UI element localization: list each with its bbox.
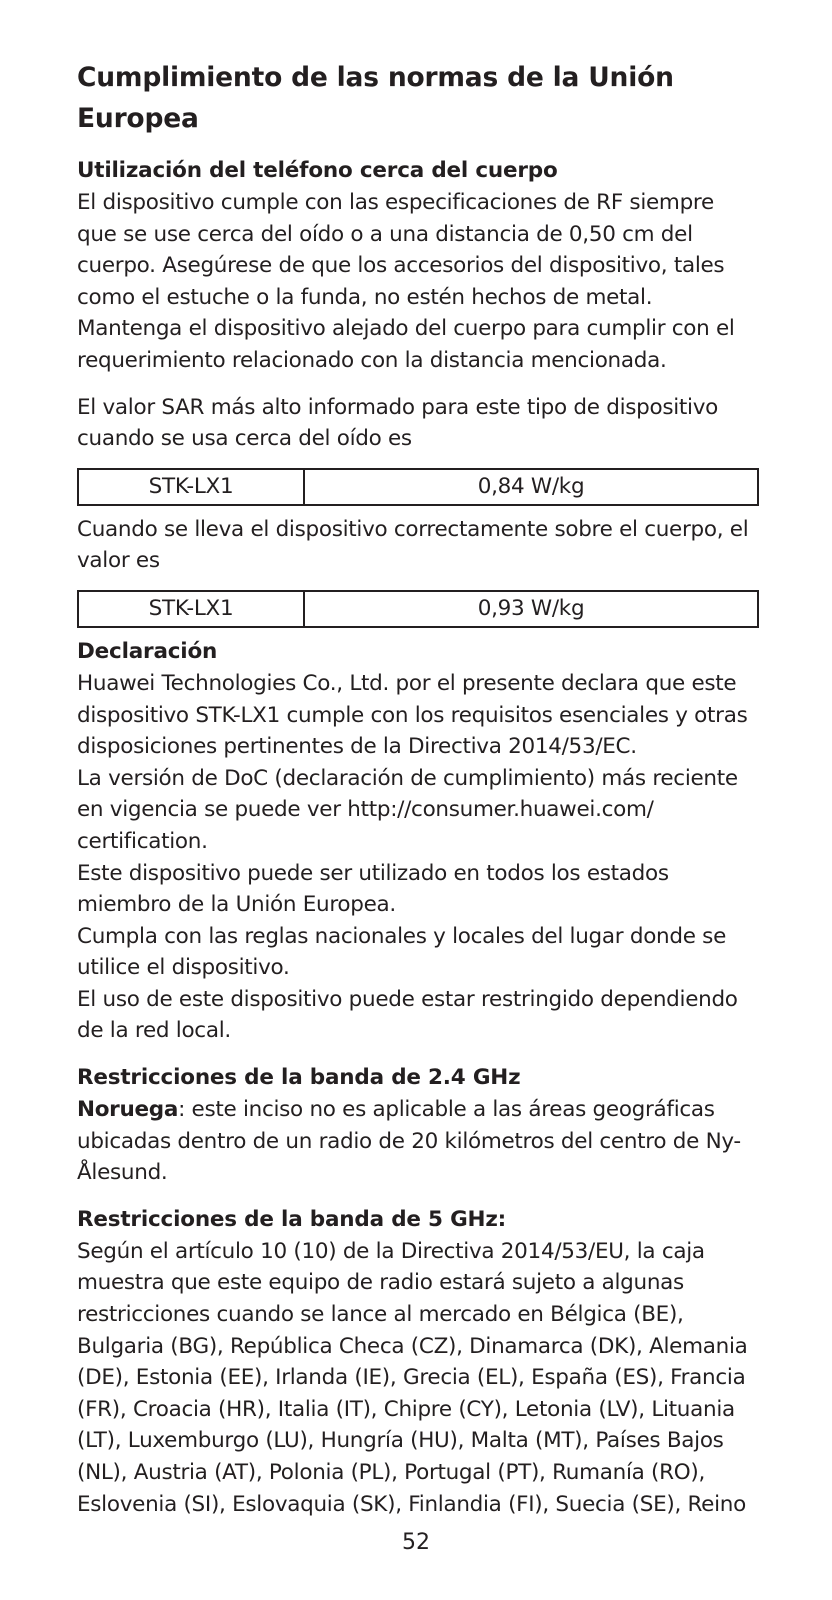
page-content — [77, 57, 757, 1520]
table-row — [78, 469, 758, 505]
band-24-country: Noruega — [77, 1097, 179, 1123]
sar-body-model: STK-LX1 — [78, 591, 304, 627]
declaration-heading: Declaración — [77, 638, 218, 664]
band-24-text: : este inciso no es aplicable a las áreas geográficas ubicadas dentro de un radio de 20 kilómetros del centro de Ny-Ålesund. — [77, 1097, 741, 1186]
declaration-line: Huawei Technologies Co., Ltd. por el presente declara que este dispositivo STK-LX1 cumple con los requisitos esenciales y otras disposiciones pertinentes de la Directiva 2014/53/EC. — [77, 670, 748, 760]
page-number: 52 — [402, 1530, 430, 1555]
sar-body-table — [77, 590, 759, 628]
sar-body-value: 0,93 W/kg — [304, 591, 758, 627]
sar-ear-intro: El valor SAR más alto informado para este tipo de dispositivo cuando se usa cerca del oído es — [77, 394, 718, 452]
page-title: Cumplimiento de las normas de la Unión Europea — [77, 62, 674, 134]
band-24-paragraph — [77, 1094, 757, 1189]
band-24-heading: Restricciones de la banda de 2.4 GHz — [77, 1065, 521, 1091]
declaration-line: El uso de este dispositivo puede estar restringido dependiendo de la red local. — [77, 986, 738, 1044]
body-use-heading: Utilización del teléfono cerca del cuerpo — [77, 158, 558, 183]
sar-ear-model: STK-LX1 — [78, 469, 304, 505]
body-use-paragraph: El dispositivo cumple con las especificaciones de RF siempre que se use cerca del oído o a una distancia de 0,50 cm del cuerpo. Asegúrese de que los accesorios del dispositivo, tales como el estuche o la funda, no estén hechos de metal. Mantenga el dispositivo alejado del cuerpo para cumplir con el requerimiento relacionado con la distancia mencionada. — [77, 190, 735, 373]
declaration-line: La versión de DoC (declaración de cumplimiento) más reciente en vigencia se puede ver http://consumer.huawei.com/ certification. — [77, 765, 738, 854]
band-5-heading: Restricciones de la banda de 5 GHz: — [77, 1206, 507, 1232]
sar-ear-table — [77, 468, 759, 506]
sar-body-intro: Cuando se lleva el dispositivo correctamente sobre el cuerpo, el valor es — [77, 516, 749, 574]
declaration-line: Cumpla con las reglas nacionales y locales del lugar donde se utilice el dispositivo. — [77, 923, 727, 981]
band-5-paragraph: Según el artículo 10 (10) de la Directiva 2014/53/EU, la caja muestra que este equipo de radio estará sujeto a algunas restricciones cuando se lance al mercado en Bélgica (BE), Bulgaria (BG), República Checa (CZ), Dinamarca (DK), Alemania (DE), Estonia (EE), Irlanda (IE), Grecia (EL), España (ES), Francia (FR), Croacia (HR), Italia (IT), Chipre (CY), Letonia (LV), Lituania (LT), Luxemburgo (LU), Hungría (HU), Malta (MT), Países Bajos (NL), Austria (AT), Polonia (PL), Portugal (PT), Rumanía (RO), Eslovenia (SI), Eslovaquia (SK), Finlandia (FI), Suecia (SE), Reino — [77, 1238, 748, 1517]
table-row — [78, 591, 758, 627]
declaration-line: Este dispositivo puede ser utilizado en todos los estados miembro de la Unión Europea. — [77, 860, 669, 918]
sar-ear-value: 0,84 W/kg — [304, 469, 758, 505]
